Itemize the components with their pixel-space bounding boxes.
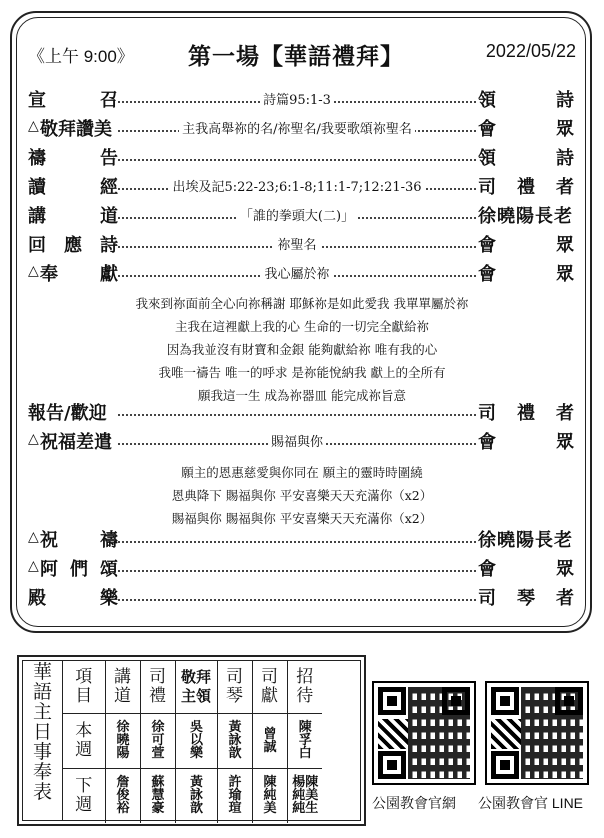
- congregation-stand-marker: △: [28, 558, 39, 574]
- program-item-label: △ 祝福差遣: [28, 431, 112, 453]
- lyric-line: 主我在這裡獻上我的心 生命的一切完全獻給祢: [175, 319, 429, 334]
- schedule-header-cell: 司 獻: [252, 661, 287, 713]
- schedule-week-label: 下 週: [63, 768, 105, 823]
- schedule-grid: [63, 661, 322, 823]
- program-item-label: △ 祝 禱: [28, 529, 118, 551]
- leader-dots: [118, 200, 476, 228]
- program-row: [28, 426, 576, 454]
- leader-dots: [118, 258, 476, 286]
- program-item-label: △ 奉 獻: [28, 263, 118, 285]
- program-item-label: 報告/歡迎: [28, 403, 107, 424]
- qr-finder-icon: [378, 751, 406, 779]
- lyric-line: 我唯一禱告 唯一的呼求 是祢能悅納我 獻上的全所有: [158, 365, 446, 380]
- lyric-line: 願我這一生 成為祢器皿 能完成祢旨意: [198, 388, 406, 403]
- program-item-label: 講 道: [28, 206, 118, 227]
- program-row: [28, 200, 576, 228]
- schedule-person-cell: 黃 詠 歆: [175, 768, 217, 823]
- leader-dots: [118, 84, 476, 112]
- program-item-detail: 我心屬於祢: [261, 267, 332, 282]
- program-item-label: 禱 告: [28, 148, 118, 169]
- schedule-person-cell: 曾 誠: [252, 713, 287, 768]
- schedule-person-cell: 陳 孚 白: [287, 713, 322, 768]
- program-item-detail: 出埃及記5:22-23;6:1-8;11:1-7;12:21-36: [169, 180, 424, 195]
- lyric-line: 因為我並沒有財寶和金銀 能夠獻給祢 唯有我的心: [166, 342, 438, 357]
- program-item-role: 會 眾: [478, 264, 574, 285]
- line-qr-caption: 公園教會官 LINE: [478, 795, 584, 811]
- website-qr-caption: 公園教會官網: [372, 795, 456, 811]
- congregation-stand-marker: △: [28, 529, 39, 545]
- line-qr-code[interactable]: [485, 681, 589, 785]
- schedule-person-cell: 詹 俊 裕: [105, 768, 140, 823]
- schedule-header-cell: 敬拜 主領: [175, 661, 217, 713]
- schedule-person-cell: 徐 可 萱: [140, 713, 175, 768]
- program-row: [28, 258, 576, 286]
- program-row: [28, 582, 576, 610]
- program-row: [28, 553, 576, 581]
- program-item-label: △ 阿 們 頌: [28, 558, 118, 580]
- program-item-role: 會 眾: [478, 119, 574, 140]
- program-item-role: 徐 曉 陽 長 老: [478, 206, 572, 227]
- lyric-line: 我來到祢面前全心向祢稱謝 耶穌祢是如此愛我 我單單屬於祢: [135, 296, 469, 311]
- program-row: [28, 142, 576, 170]
- schedule-header-cell: 項 目: [75, 666, 93, 706]
- program-item-role: 會 眾: [478, 559, 574, 580]
- schedule-header-cell: 講 道: [105, 661, 140, 713]
- program-item-label: 宣 召: [28, 90, 118, 111]
- program-item-label: △ 敬拜讚美: [28, 118, 112, 140]
- schedule-person-cell: 蘇 慧 豪: [140, 768, 175, 823]
- leader-dots: [118, 113, 476, 141]
- program-item-label: 讀 經: [28, 177, 118, 198]
- program-item-detail: 主我高舉祢的名/祢聖名/我要歌頌祢聖名: [179, 122, 415, 137]
- program-item-role: 司 琴 者: [478, 588, 574, 609]
- program-item-detail: 詩篇95:1-3: [260, 93, 334, 108]
- leader-dots: [118, 171, 476, 199]
- program-item-detail: 祢聖名: [274, 238, 319, 253]
- schedule-row: [63, 768, 322, 823]
- schedule-person-cell: 許 瑜 瑄: [217, 768, 252, 823]
- congregation-stand-marker: △: [28, 431, 39, 447]
- service-date: 2022/05/22: [485, 41, 576, 61]
- schedule-header-cell: 招 待: [287, 661, 322, 713]
- leader-dots: [118, 553, 476, 581]
- schedule-person-cell: 陳 美 生 楊 純 純: [287, 768, 322, 823]
- schedule-header-cell: 司 禮: [140, 661, 175, 713]
- program-item-role: 司 禮 者: [478, 177, 574, 198]
- schedule-person-cell: 黃 詠 歆: [217, 713, 252, 768]
- lyric-line: 願主的恩惠慈愛與你同在 願主的靈時時圍繞: [181, 465, 423, 480]
- lyric-line: 恩典降下 賜福與你 平安喜樂天天充滿你（x2）: [171, 488, 433, 503]
- program-item-detail: 賜福與你: [268, 435, 326, 450]
- program-item-role: 領 詩: [478, 90, 574, 111]
- service-schedule-table: [17, 655, 366, 826]
- schedule-header-cell: 司 琴: [217, 661, 252, 713]
- program-row: [28, 171, 576, 199]
- service-time: 《上午 9:00》: [28, 47, 134, 66]
- program-row: [28, 524, 576, 552]
- leader-dots: [118, 426, 476, 454]
- service-title: 第一場【華語禮拜】: [188, 44, 404, 70]
- program-row: [28, 84, 576, 112]
- schedule-week-label: 本 週: [63, 713, 105, 768]
- leader-dots: [118, 524, 476, 552]
- schedule-person-cell: 陳 純 美: [252, 768, 287, 823]
- program-item-role: 領 詩: [478, 148, 574, 169]
- schedule-person-cell: 吳 以 樂: [175, 713, 217, 768]
- leader-dots: [118, 229, 476, 257]
- website-qr-code[interactable]: [372, 681, 476, 785]
- program-item-role: 會 眾: [478, 235, 574, 256]
- qr-finder-icon: [378, 687, 406, 715]
- program-item-role: 會 眾: [478, 432, 574, 453]
- lyric-line: 賜福與你 賜福與你 平安喜樂天天充滿你（x2）: [171, 511, 433, 526]
- program-item-role: 徐 曉 陽 長 老: [478, 530, 572, 551]
- congregation-stand-marker: △: [28, 263, 39, 279]
- bulletin-header: [28, 38, 576, 68]
- qr-finder-icon: [491, 751, 519, 779]
- program-item-detail: 「誰的拳頭大(二)」: [237, 209, 357, 224]
- program-item-role: 司 禮 者: [478, 403, 574, 424]
- program-item-label: 殿 樂: [28, 588, 118, 609]
- program-item-label: 回 應 詩: [28, 235, 118, 256]
- congregation-stand-marker: △: [28, 118, 39, 134]
- schedule-person-cell: 徐 曉 陽: [105, 713, 140, 768]
- program-row: [28, 229, 576, 257]
- schedule-title: 華 語 主 日 事 奉 表: [23, 661, 63, 820]
- program-row: [28, 113, 576, 141]
- qr-finder-icon: [491, 687, 519, 715]
- leader-dots: [118, 142, 476, 170]
- schedule-row: [63, 713, 322, 768]
- leader-dots: [118, 582, 476, 610]
